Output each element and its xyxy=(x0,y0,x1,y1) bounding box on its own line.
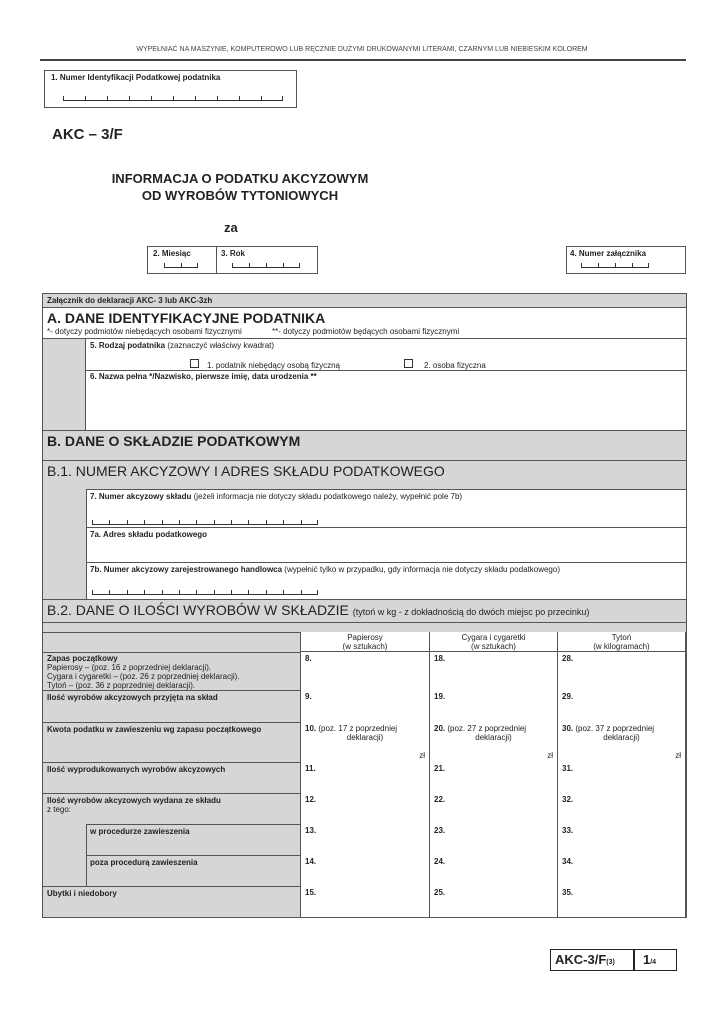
cell-23-num: 23. xyxy=(434,826,446,835)
cell-33[interactable] xyxy=(558,824,686,856)
row-wydana-label-wrap xyxy=(47,796,221,814)
cell-10-text: (poz. 17 z poprzedniej xyxy=(318,724,398,733)
col-header-papierosy-line2: (w sztukach) xyxy=(342,642,388,651)
year-input-ticks[interactable] xyxy=(232,264,300,268)
cell-18-num: 18. xyxy=(434,654,446,663)
cell-15-num: 15. xyxy=(305,888,317,897)
row-zapas-label-wrap xyxy=(47,654,240,690)
cell-23[interactable] xyxy=(430,824,558,856)
field7b-hint: (wypełnić tylko w przypadku, gdy informacja nie dotyczy składu podatkowego) xyxy=(284,565,560,574)
cell-35-num: 35. xyxy=(562,888,574,897)
divider xyxy=(43,622,686,623)
cell-21-num: 21. xyxy=(434,764,446,773)
col-header-cygara-line1: Cygara i cygaretki xyxy=(461,633,526,642)
row-zapas-sub2: Cygara i cygaretki – (poz. 26 z poprzedniej deklaracji). xyxy=(47,672,240,681)
cell-30-text: (poz. 37 z poprzedniej xyxy=(575,724,655,733)
section-b1-title: B.1. NUMER AKCYZOWY I ADRES SKŁADU PODATKOWEGO xyxy=(47,463,445,479)
cell-20-num: 20. xyxy=(434,724,446,733)
cell-11[interactable] xyxy=(300,762,430,794)
form-title-line1: INFORMACJA O PODATKU AKCYZOWYM xyxy=(111,171,369,186)
taxpayer-type-checkbox-1[interactable] xyxy=(190,359,199,368)
cell-20-text2: deklaracji) xyxy=(475,733,512,742)
year-label: 3. Rok xyxy=(221,249,246,258)
footer-version: (3) xyxy=(606,959,615,966)
cell-9-num: 9. xyxy=(305,692,312,701)
header-rule xyxy=(40,59,686,61)
trader-number-ticks[interactable] xyxy=(92,591,318,595)
cell-19-num: 19. xyxy=(434,692,446,701)
excise-number-ticks[interactable] xyxy=(92,521,318,525)
za-label: za xyxy=(224,220,238,235)
footer-page-total: /4 xyxy=(650,959,657,966)
cell-12[interactable] xyxy=(300,793,430,825)
divider xyxy=(86,370,686,371)
row-zapas-sub3: Tytoń – (poz. 36 z poprzedniej deklaracji). xyxy=(47,681,196,690)
cell-30-num: 30. xyxy=(562,724,574,733)
b1-fields xyxy=(86,489,686,599)
cell-20[interactable] xyxy=(430,722,558,763)
cell-25-num: 25. xyxy=(434,888,446,897)
month-label: 2. Miesiąc xyxy=(153,249,191,258)
row-poza-label: poza procedurą zawieszenia xyxy=(90,858,198,867)
col-header-tyton-line2: (w kilogramach) xyxy=(593,642,650,651)
col-header-cygara-line2: (w sztukach) xyxy=(471,642,516,651)
taxpayer-type-option2: 2. osoba fizyczna xyxy=(424,361,486,370)
cell-13-num: 13. xyxy=(305,826,317,835)
cell-30[interactable] xyxy=(558,722,686,763)
row-w-procedurze-label: w procedurze zawieszenia xyxy=(90,827,190,836)
field7b-label: 7b. Numer akcyzowy zarejestrowanego handlowca xyxy=(90,565,283,574)
col-header-papierosy-line1: Papierosy xyxy=(347,633,383,642)
nip-label: 1. Numer Identyfikacji Podatkowej podatnika xyxy=(51,73,221,82)
divider xyxy=(86,562,686,563)
footer-page-wrap xyxy=(643,952,656,967)
cell-25[interactable] xyxy=(430,886,558,918)
cell-9[interactable] xyxy=(300,690,430,723)
col-header-tyton xyxy=(558,632,686,652)
row-zapas-sub1: Papierosy – (poz. 16 z poprzedniej deklaracji). xyxy=(47,663,212,672)
section-b-title: B. DANE O SKŁADZIE PODATKOWYM xyxy=(47,433,301,449)
row-przyjeta-label: Ilość wyrobów akcyzowych przyjęta na skład xyxy=(47,693,218,702)
cell-34-num: 34. xyxy=(562,857,574,866)
cell-13[interactable] xyxy=(300,824,430,856)
divider xyxy=(43,690,300,691)
field7-label: 7. Numer akcyzowy składu xyxy=(90,492,192,501)
header-note: WYPEŁNIAĆ NA MASZYNIE, KOMPUTEROWO LUB RĘCZNIE DUŻYMI DRUKOWANYMI LITERAMI, CZARNYM LUB NIEBIESKIM KOLOREM xyxy=(136,46,588,53)
field7-hint: (jeżeli informacja nie dotyczy składu podatkowego należy, wypełnić pole 7b) xyxy=(193,492,463,501)
taxpayer-type-checkbox-2[interactable] xyxy=(404,359,413,368)
cell-31-num: 31. xyxy=(562,764,574,773)
attachment-number-box xyxy=(566,246,686,274)
form-title-line2: OD WYROBÓW TYTONIOWYCH xyxy=(141,188,339,203)
row-wydana-label: Ilość wyrobów akcyzowych wydana ze składu xyxy=(47,796,221,805)
cell-8-num: 8. xyxy=(305,654,312,663)
cell-10-num: 10. xyxy=(305,724,317,733)
cell-14[interactable] xyxy=(300,855,430,887)
cell-35[interactable] xyxy=(558,886,686,918)
cell-33-num: 33. xyxy=(562,826,574,835)
cell-19[interactable] xyxy=(430,690,558,723)
period-box xyxy=(147,246,318,274)
period-divider xyxy=(216,247,217,273)
divider xyxy=(43,460,686,461)
cell-12-num: 12. xyxy=(305,795,317,804)
field5-label-wrap xyxy=(90,341,274,350)
nip-box[interactable] xyxy=(44,70,297,108)
divider xyxy=(86,855,300,856)
cell-18[interactable] xyxy=(430,652,558,691)
nip-input-ticks[interactable] xyxy=(63,97,283,101)
cell-20-unit: zł xyxy=(547,751,553,760)
attachment-number-ticks[interactable] xyxy=(581,264,649,268)
footer-form-code: AKC-3/F xyxy=(555,952,607,967)
cell-24[interactable] xyxy=(430,855,558,887)
divider xyxy=(86,338,686,339)
form-title xyxy=(40,170,440,204)
row-zapas-label: Zapas początkowy xyxy=(47,654,118,663)
taxpayer-type-option1: 1. podatnik niebędący osobą fizyczną xyxy=(207,361,340,370)
divider xyxy=(43,722,300,723)
col-header-papierosy xyxy=(300,632,430,652)
section-b2-title: B.2. DANE O ILOŚCI WYROBÓW W SKŁADZIE xyxy=(47,602,349,618)
section-b2-title-wrap xyxy=(47,602,589,618)
divider xyxy=(43,599,686,600)
attachment-number-label: 4. Numer załącznika xyxy=(570,249,647,258)
divider xyxy=(43,762,300,763)
cell-10-unit: zł xyxy=(419,751,425,760)
col-header-cygara xyxy=(430,632,558,652)
divider xyxy=(43,886,300,887)
divider xyxy=(86,824,300,825)
cell-8[interactable] xyxy=(300,652,430,691)
form-code: AKC – 3/F xyxy=(52,126,123,143)
field5-label: 5. Rodzaj podatnika xyxy=(90,341,166,350)
section-a-indent xyxy=(43,338,86,430)
cell-28-num: 28. xyxy=(562,654,574,663)
divider xyxy=(43,430,686,431)
month-input-ticks[interactable] xyxy=(164,264,198,268)
cell-28[interactable] xyxy=(558,652,686,691)
field7b-label-wrap xyxy=(90,565,560,574)
cell-22[interactable] xyxy=(430,793,558,825)
field5-hint: (zaznaczyć właściwy kwadrat) xyxy=(167,341,275,350)
row-wyprodukowanych-label: Ilość wyprodukowanych wyrobów akcyzowych xyxy=(47,765,226,774)
section-a-note1: *- dotyczy podmiotów niebędących osobami fizycznymi xyxy=(47,327,242,336)
section-a-title: A. DANE IDENTYFIKACYJNE PODATNIKA xyxy=(47,310,326,326)
col-header-tyton-line1: Tytoń xyxy=(611,633,632,642)
cell-14-num: 14. xyxy=(305,857,317,866)
cell-22-num: 22. xyxy=(434,795,446,804)
footer-form-code-wrap xyxy=(555,952,615,967)
footer-box xyxy=(550,949,677,971)
footer-page: 1 xyxy=(643,952,651,967)
section-b2-hint: (tytoń w kg - z dokładnością do dwóch miejsc po przecinku) xyxy=(352,607,590,617)
footer-divider xyxy=(633,950,635,970)
cell-32[interactable] xyxy=(558,793,686,825)
section-a-note2: **- dotyczy podmiotów będących osobami fizycznymi xyxy=(272,327,460,336)
cell-10-text2: deklaracji) xyxy=(346,733,384,742)
cell-24-num: 24. xyxy=(434,857,446,866)
field7-label-wrap xyxy=(90,492,462,501)
row-kwota-label: Kwota podatku w zawieszeniu wg zapasu początkowego xyxy=(47,725,262,734)
cell-34[interactable] xyxy=(558,855,686,887)
divider xyxy=(43,793,300,794)
cell-30-unit: zł xyxy=(675,751,681,760)
cell-10[interactable] xyxy=(300,722,430,763)
cell-29-num: 29. xyxy=(562,692,574,701)
row-wydana-sub: z tego: xyxy=(47,805,72,814)
divider xyxy=(86,527,686,528)
row-ubytki-label: Ubytki i niedobory xyxy=(47,889,117,898)
cell-29[interactable] xyxy=(558,690,686,723)
cell-30-text2: deklaracji) xyxy=(603,733,640,742)
cell-11-num: 11. xyxy=(305,764,316,773)
field7a-label[interactable]: 7a. Adres składu podatkowego xyxy=(90,530,208,539)
cell-20-text: (poz. 27 z poprzedniej xyxy=(447,724,527,733)
cell-32-num: 32. xyxy=(562,795,574,804)
cell-21[interactable] xyxy=(430,762,558,794)
field6-label[interactable]: 6. Nazwa pełna */Nazwisko, pierwsze imię, data urodzenia ** xyxy=(90,372,317,381)
cell-31[interactable] xyxy=(558,762,686,794)
attachment-note: Załącznik do deklaracji AKC- 3 lub AKC-3zh xyxy=(47,296,213,305)
cell-15[interactable] xyxy=(300,886,430,918)
